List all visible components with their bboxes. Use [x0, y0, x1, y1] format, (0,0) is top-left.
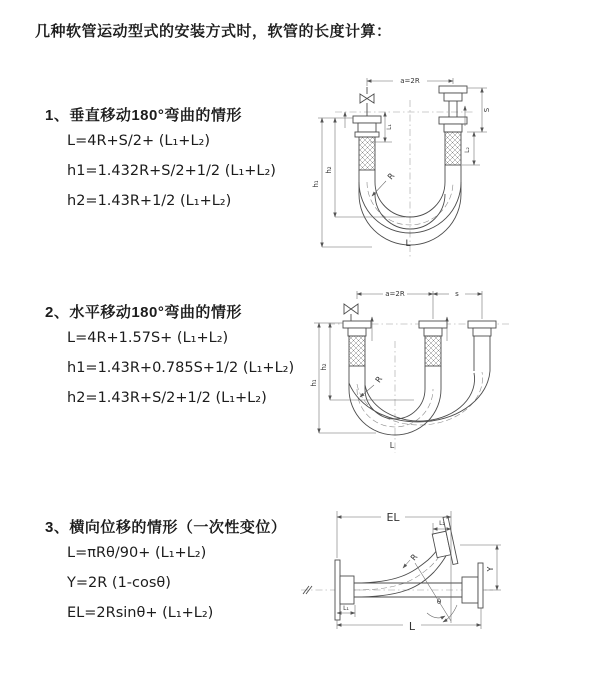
middle-fitting	[419, 321, 447, 366]
dim-label-el: EL	[386, 511, 400, 524]
angle-theta-label: θ	[436, 598, 442, 606]
formula-line: h2=1.43R+S/2+1/2 (L₁+L₂)	[67, 390, 267, 406]
dim-label-s: s	[455, 290, 459, 298]
left-fitting	[343, 321, 371, 366]
section-lateral-displacement	[45, 516, 286, 628]
formula-line: h1=1.43R+0.785S+1/2 (L₁+L₂)	[67, 360, 295, 376]
length-label: L	[405, 239, 411, 249]
dimensions	[314, 291, 482, 433]
diagram-labels	[310, 290, 459, 450]
dimensions	[337, 511, 501, 629]
formula-line: Y=2R (1-cosθ)	[67, 575, 171, 591]
diagram-vertical-180-bend	[310, 70, 595, 265]
section-2-formulas	[67, 323, 294, 413]
radius-label: R	[408, 552, 420, 563]
valve-icon	[344, 304, 358, 321]
right-flange-straight	[462, 563, 483, 608]
section-vertical-180	[45, 104, 276, 216]
formula-line: L=4R+S/2+ (L₁+L₂)	[67, 133, 210, 149]
dim-label-h1: h₁	[312, 180, 320, 188]
dim-label-l1: L₁	[343, 605, 349, 612]
section-2-heading: 2、水平移动180°弯曲的情形	[45, 304, 242, 321]
radius-leader	[360, 385, 374, 397]
dim-label-h2: h₂	[325, 166, 333, 174]
page-title: 几种软管运动型式的安装方式时，软管的长度计算：	[35, 23, 392, 40]
section-3-formulas	[67, 538, 286, 628]
dim-label-l2: L₂	[464, 147, 471, 153]
formula-line: L=πRθ/90+ (L₁+L₂)	[67, 545, 207, 561]
dim-label-s: S	[483, 107, 491, 113]
angle-arc-arrow	[427, 613, 445, 618]
diagram-labels	[343, 511, 495, 633]
dim-label-l2: L₂	[439, 520, 445, 527]
length-label: L	[389, 441, 395, 450]
dim-label-a2r: a=2R	[400, 77, 420, 85]
section-horizontal-180	[45, 301, 294, 413]
valve-icon	[360, 87, 374, 116]
formula-line: h2=1.43R+1/2 (L₁+L₂)	[67, 193, 232, 209]
radius-label: R	[385, 171, 397, 182]
dim-label-h2: h₂	[320, 363, 328, 371]
section-1-formulas	[67, 126, 276, 216]
radius-label: R	[373, 374, 385, 385]
radius-leader	[372, 181, 386, 196]
diagram-labels	[312, 77, 491, 249]
formula-line: L=4R+1.57S+ (L₁+L₂)	[67, 330, 229, 346]
diagram-lateral-displacement	[293, 503, 600, 658]
dim-label-l1: L₁	[386, 124, 393, 130]
radius-line	[415, 563, 451, 621]
right-fitting	[439, 86, 467, 165]
left-fitting	[353, 116, 381, 170]
hose-s-curve	[335, 516, 483, 620]
hose-walls	[349, 336, 490, 435]
radius-leader	[403, 560, 410, 568]
length-label: L	[408, 620, 416, 633]
diagram-horizontal-180-bend	[306, 283, 593, 468]
section-1-heading: 1、垂直移动180°弯曲的情形	[45, 107, 242, 124]
dim-label-h1: h₁	[310, 379, 318, 387]
section-3-heading: 3、横向位移的情形（一次性变位）	[45, 519, 287, 536]
right-fitting-shifted	[468, 321, 496, 336]
dim-label-y: Y	[486, 566, 495, 572]
dimensions	[318, 78, 487, 247]
formula-line: h1=1.432R+S/2+1/2 (L₁+L₂)	[67, 163, 276, 179]
formula-line: EL=2Rsinθ+ (L₁+L₂)	[67, 605, 214, 621]
dim-label-a2r: a=2R	[385, 290, 405, 298]
